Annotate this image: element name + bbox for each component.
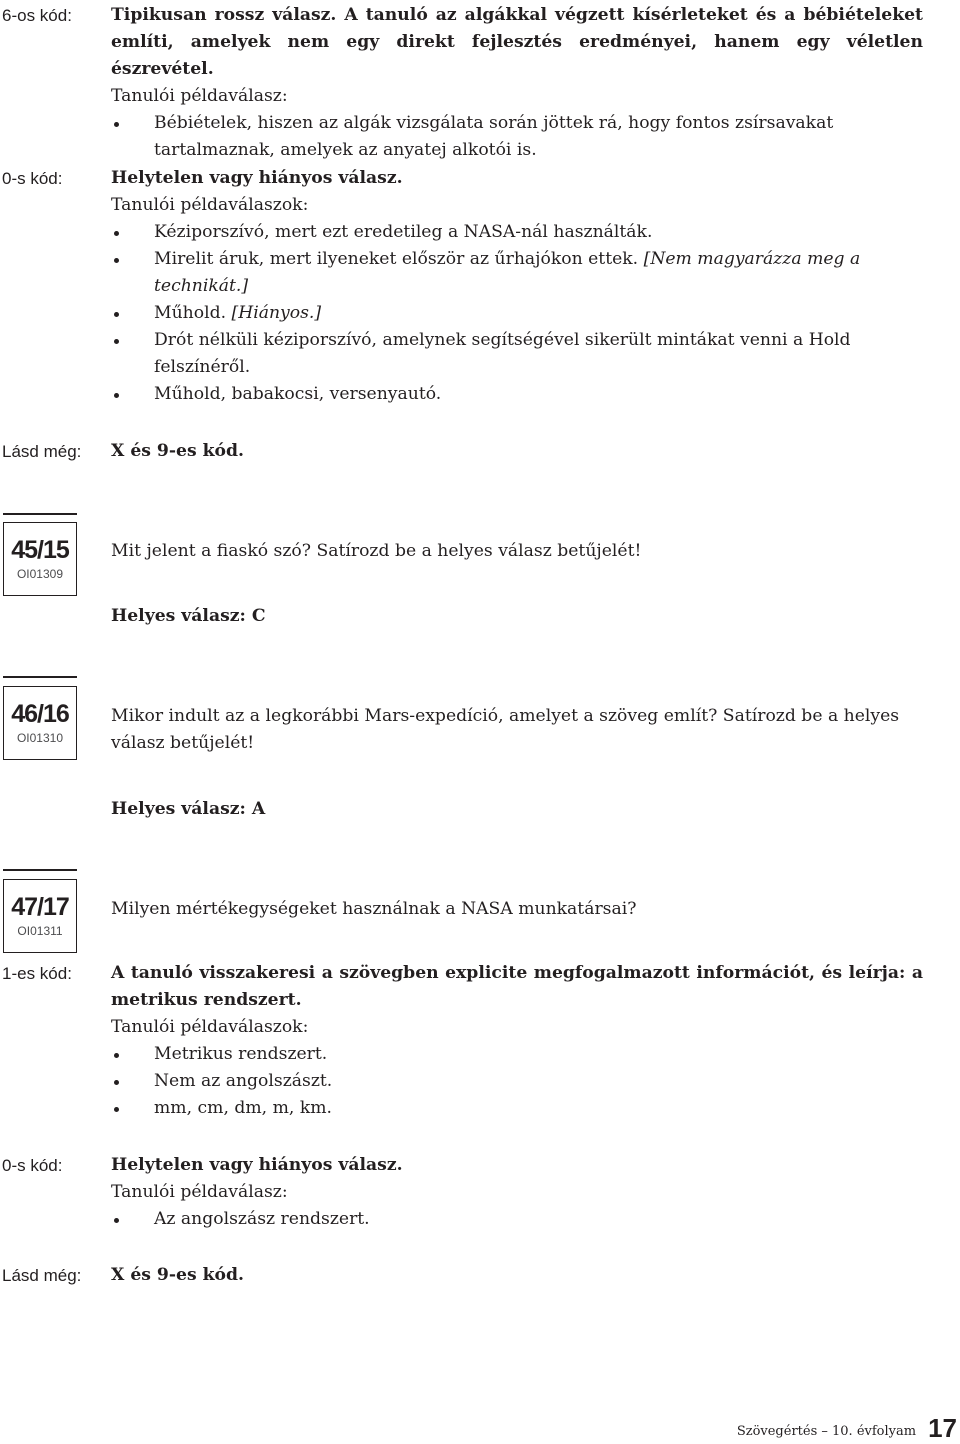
footer-title: Szövegértés – 10. évfolyam xyxy=(736,1424,917,1439)
code-heading: Helytelen vagy hiányos válasz. xyxy=(111,1155,403,1175)
see-also-text: X és 9-es kód. xyxy=(111,441,244,461)
task-answer: Helyes válasz: C xyxy=(111,606,266,626)
code-description: Tipikusan rossz válasz. A tanuló az algákkal végzett kísérleteket és a bébiételeket említi, amelyek nem egy direkt fejlesztés eredményei, hanem egy véletlen észrevétel. xyxy=(111,5,923,79)
list-item: Metrikus rendszert. xyxy=(111,1041,923,1068)
task-number: 45/15 xyxy=(11,536,69,564)
list-item: Drót nélküli kéziporszívó, amelynek segítségével sikerült mintákat venni a Hold felszínéről. xyxy=(111,327,923,381)
list-item: Mirelit áruk, mert ilyeneket először az űrhajókon ettek. [Nem magyarázza meg a technikát.] xyxy=(111,246,923,300)
task-code: OI01311 xyxy=(17,924,63,938)
page-footer xyxy=(737,1412,957,1442)
task-number-box xyxy=(3,879,77,953)
code-label: 0-s kód: xyxy=(2,1156,63,1175)
task-divider xyxy=(3,513,77,515)
example-list xyxy=(111,219,923,408)
example-list xyxy=(111,1206,923,1233)
see-also-text: X és 9-es kód. xyxy=(111,1265,244,1285)
task-divider xyxy=(3,676,77,678)
example-label: Tanulói példaválasz: xyxy=(111,1182,288,1202)
code-content xyxy=(111,2,923,164)
example-label: Tanulói példaválasz: xyxy=(111,86,288,106)
list-item: Az angolszász rendszert. xyxy=(111,1206,923,1233)
list-item: Bébiételek, hiszen az algák vizsgálata során jöttek rá, hogy fontos zsírsavakat tartalmaznak, amelyek az anyatej alkotói is. xyxy=(111,110,923,164)
list-item: Nem az angolszászt. xyxy=(111,1068,923,1095)
task-question: Mit jelent a fiaskó szó? Satírozd be a helyes válasz betűjelét! xyxy=(111,541,642,561)
list-item: Kéziporszívó, mert ezt eredetileg a NASA-nál használták. xyxy=(111,219,923,246)
code-heading: A tanuló visszakeresi a szövegben explicite megfogalmazott információt, és leírja: a metrikus rendszert. xyxy=(111,963,923,1010)
example-list xyxy=(111,110,923,164)
task-number-box xyxy=(3,686,77,760)
code-label: 1-es kód: xyxy=(2,964,72,983)
see-also-label: Lásd még: xyxy=(2,442,82,461)
example-list xyxy=(111,1041,923,1122)
task-number-box xyxy=(3,522,77,596)
list-item: Műhold. [Hiányos.] xyxy=(111,300,923,327)
task-question: Milyen mértékegységeket használnak a NASA munkatársai? xyxy=(111,899,637,919)
task-code: OI01309 xyxy=(16,567,64,581)
code-content xyxy=(111,960,923,1122)
task-number: 47/17 xyxy=(11,893,69,921)
example-label: Tanulói példaválaszok: xyxy=(111,1017,309,1037)
task-answer: Helyes válasz: A xyxy=(111,799,266,819)
code-content xyxy=(111,165,923,408)
task-number: 46/16 xyxy=(11,700,69,728)
task-question: Mikor indult az a legkorábbi Mars-expedíció, amelyet a szöveg említ? Satírozd be a helyes válasz betűjelét! xyxy=(111,706,900,753)
list-item: mm, cm, dm, m, km. xyxy=(111,1095,923,1122)
task-code: OI01310 xyxy=(16,731,64,745)
task-divider xyxy=(3,869,77,871)
code-label: 6-os kód: xyxy=(2,6,72,25)
see-also-label: Lásd még: xyxy=(2,1266,82,1285)
code-heading: Helytelen vagy hiányos válasz. xyxy=(111,168,403,188)
list-item: Műhold, babakocsi, versenyautó. xyxy=(111,381,923,408)
page-number: 17 xyxy=(928,1413,957,1443)
example-label: Tanulói példaválaszok: xyxy=(111,195,309,215)
code-content xyxy=(111,1152,923,1233)
code-label: 0-s kód: xyxy=(2,169,63,188)
